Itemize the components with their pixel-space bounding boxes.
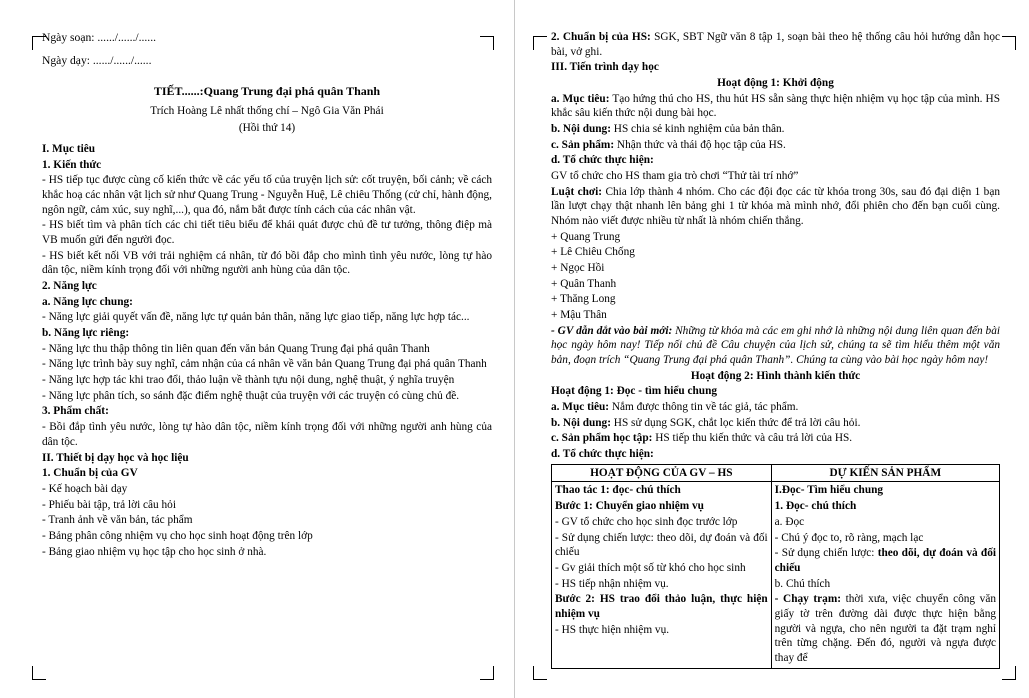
table-header-activities: HOẠT ĐỘNG CỦA GV – HS [552,464,772,482]
table-header-products: DỰ KIẾN SẢN PHẨM [771,464,999,482]
table-row [552,482,1000,668]
right-lead: c. Sản phẩm học tập: [551,432,653,445]
activity-line: - HS tiếp nhận nhiệm vụ. [555,577,669,590]
table-header-row [552,464,1000,482]
crop-mark-bottom-right-2 [1002,666,1016,680]
activity-line: - HS thực hiện nhiệm vụ. [555,623,670,636]
activity-table [551,464,1000,669]
left-paragraph: a. Năng lực chung: [42,295,133,308]
date-prepared: Ngày soạn: ....../....../...... [42,31,156,44]
lesson-title: TIẾT......:Quang Trung đại phá quân Thanh [153,84,381,99]
right-lead: 2. Chuẩn bị của HS: [551,31,651,43]
lesson-source: Trích Hoàng Lê nhất thống chí – Ngô Gia Văn Phái [150,104,384,117]
page-right [514,0,1028,698]
left-paragraph: - Kế hoạch bài dạy [42,482,128,495]
right-lead: b. Nội dung: [551,123,611,136]
activity-line: - GV tổ chức cho học sinh đọc trước lớp [555,515,738,528]
left-paragraph: - Bồi đắp tình yêu nước, lòng tự hào dân tộc, niềm kính trọng đối với những người anh hùng của dân tộc. [42,421,492,448]
date-taught: Ngày dạy: ....../....../...... [42,54,152,68]
crop-mark-bottom-left [32,666,46,680]
right-page-content [551,30,1000,669]
right-paragraph: Hoạt động 1: Khởi động [717,77,834,90]
left-paragraph: - HS tiếp tục được cùng cố kiến thức về các yếu tố của truyện lịch sử: cốt truyện, bối cảnh; về cách khắc hoạ các nhân vật lịch sử như Quang Trung - Nguyễn Huệ, Lê chiêu Thống (cử chỉ, hành động, ngôn ngữ, cảm xúc, suy nghĩ,...), qua đó, nắm bắt được tính cách của các nhân vật. [42,174,492,216]
crop-mark-top-left-2 [533,36,547,50]
right-paragraph [551,324,1000,368]
right-paragraph: + Mậu Thân [551,309,607,322]
activity-line: Thao tác 1: đọc- chú thích [555,484,681,497]
left-paragraph: - Năng lực trình bày suy nghĩ, cảm nhận của cá nhân về văn bản Quang Trung đại phá quân Thanh [42,358,487,371]
right-lead: Luật chơi: [551,185,603,198]
right-paragraph: a. Mục tiêu: Nắm được thông tin về tác giả, tác phẩm. [551,401,799,414]
left-body-blocks [42,142,492,559]
crop-mark-top-right-2 [1002,36,1016,50]
right-lead: a. Mục tiêu: [551,401,610,414]
left-paragraph: - Tranh ảnh về văn bản, tác phẩm [42,514,193,527]
right-paragraph: III. Tiến trình dạy học [551,61,659,74]
activity-line: Bước 1: Chuyển giao nhiệm vụ [555,500,704,513]
left-paragraph: I. Mục tiêu [42,143,96,156]
right-paragraph: b. Nội dung: HS sử dụng SGK, chắt lọc kiến thức để trả lời câu hỏi. [551,416,861,429]
table-cell-activities [552,482,772,668]
right-paragraph: GV tổ chức cho HS tham gia trò chơi “Thử tài trí nhớ” [551,170,799,183]
crop-mark-bottom-left-2 [533,666,547,680]
left-paragraph: 2. Năng lực [42,280,97,293]
right-paragraph: + Quân Thanh [551,277,617,290]
product-line: - Chú ý đọc to, rõ ràng, mạch lạc [774,531,924,544]
lesson-chapter: (Hồi thứ 14) [238,122,296,135]
right-lead: c. Sản phẩm: [551,138,615,151]
right-paragraph: Hoạt động 1: Đọc - tìm hiểu chung [551,385,718,398]
right-paragraph: Luật chơi: Chia lớp thành 4 nhóm. Cho các đội đọc các từ khóa trong 30s, sau đó đại diện 1 bạn lần lượt chạy thật nhanh lên bảng ghi 1 từ khóa mà mình nhớ, đổi phiên cho đến bạn cuối cùng. Nhóm nào viết được nhiều từ nhất là nhóm chiến thắng. [551,185,1000,228]
right-paragraph: + Ngọc Hồi [551,262,605,275]
right-paragraph: 2. Chuẩn bị của HS: SGK, SBT Ngữ văn 8 tập 1, soạn bài theo hệ thống câu hỏi hướng dẫn học bài, vở ghi. [551,31,1000,58]
right-lead: - GV dẫn dắt vào bài mới: [551,324,673,337]
product-line: - Chạy trạm: thời xưa, việc chuyển công văn giấy tờ trên đường dài được thực hiện bằng người và ngựa, cho nên người ta đặt trạm nghỉ trên từng chặng. Đến đó, người và ngựa được thay để [774,593,996,664]
left-paragraph: - Phiếu bài tập, trả lời câu hỏi [42,498,176,511]
right-italic-text: Những từ khóa mà các em ghi nhớ là những nội dung liên quan đến bài học ngày hôm nay! Tiếp nối chủ đề Câu chuyện của lịch sử, chúng ta sẽ tìm hiểu thêm một văn bản, đoạn trích “Quang Trung đại phá quân Thanh”. Chúng ta cùng vào bài học ngày hôm nay! [551,324,1000,367]
left-paragraph: II. Thiết bị dạy học và học liệu [42,451,189,464]
left-paragraph: - Năng lực giải quyết vấn đề, năng lực tự quản bản thân, năng lực giao tiếp, năng lực hợp tác... [42,311,470,324]
right-paragraph: a. Mục tiêu: Tạo hứng thú cho HS, thu hút HS sẵn sàng thực hiện nhiệm vụ học tập của mình. HS khắc sâu kiến thức nội dung bài học. [551,92,1000,120]
right-lead: a. Mục tiêu: [551,92,610,105]
product-line: b. Chú thích [774,577,831,590]
crop-mark-bottom-right [480,666,494,680]
left-paragraph: - HS biết kết nối VB với trải nghiệm cá nhân, từ đó bồi đắp cho mình tình yêu nước, lòng tự hào dân tộc, niềm kính trọng đối với những người anh hùng của dân tộc. [42,249,492,277]
left-paragraph: - Năng lực phân tích, so sánh đặc điểm nghệ thuật của truyện với các truyện có cùng chủ đề. [42,389,460,402]
right-paragraph: Hoạt động 2: Hình thành kiến thức [690,369,861,382]
left-paragraph: b. Năng lực riêng: [42,327,130,340]
right-paragraph: c. Sản phẩm học tập: HS tiếp thu kiến thức và câu trả lời của HS. [551,432,853,445]
right-paragraph [551,447,1000,462]
table-cell-products [771,482,999,668]
left-page-content [42,30,492,559]
product-line: - Sử dụng chiến lược: theo dõi, dự đoán và đối chiếu [774,547,996,574]
left-paragraph: - Bảng phân công nhiệm vụ cho học sinh hoạt động trên lớp [42,529,313,542]
activity-line: - Gv giải thích một số từ khó cho học sinh [555,561,746,574]
right-paragraph: + Lê Chiêu Chống [551,246,635,259]
page-left [0,0,514,698]
product-line: I.Đọc- Tìm hiểu chung [774,484,884,497]
right-paragraph: + Quang Trung [551,230,621,243]
left-paragraph: 1. Kiến thức [42,158,102,171]
right-paragraph: + Thăng Long [551,293,616,306]
left-paragraph: - Bảng giao nhiệm vụ học tập cho học sinh ở nhà. [42,545,267,558]
right-paragraph: c. Sản phẩm: Nhận thức và thái độ học tập của HS. [551,138,786,151]
right-lead: b. Nội dung: [551,416,611,429]
product-emphasis: theo dõi, dự đoán và đối chiếu [774,547,996,574]
right-lead: d. Tổ chức thực hiện: [551,448,654,461]
product-emphasis: - Chạy trạm: [774,593,842,606]
right-body-blocks [551,30,1000,462]
left-paragraph: 1. Chuẩn bị của GV [42,467,138,480]
right-paragraph [551,153,1000,168]
left-paragraph: - Năng lực hợp tác khi trao đổi, thảo luận về thành tựu nội dung, nghệ thuật, ý nghĩa truyện [42,374,455,387]
right-lead: d. Tổ chức thực hiện: [551,154,654,167]
product-line: a. Đọc [774,515,805,528]
right-paragraph: b. Nội dung: HS chia sẻ kinh nghiệm của bản thân. [551,123,785,136]
activity-line: - Sử dụng chiến lược: theo dõi, dự đoán và đối chiếu [555,531,768,559]
activity-line: Bước 2: HS trao đổi thảo luận, thực hiện nhiệm vụ [555,593,768,620]
left-paragraph: - HS biết tìm và phân tích các chi tiết tiêu biểu để khái quát được chủ đề tư tưởng, thông điệp mà VB muốn gửi đến người đọc. [42,219,492,247]
left-paragraph: - Năng lực thu thập thông tin liên quan đến văn bản Quang Trung đại phá quân Thanh [42,342,430,355]
product-line: 1. Đọc- chú thích [774,500,857,513]
left-paragraph: 3. Phẩm chất: [42,405,109,418]
